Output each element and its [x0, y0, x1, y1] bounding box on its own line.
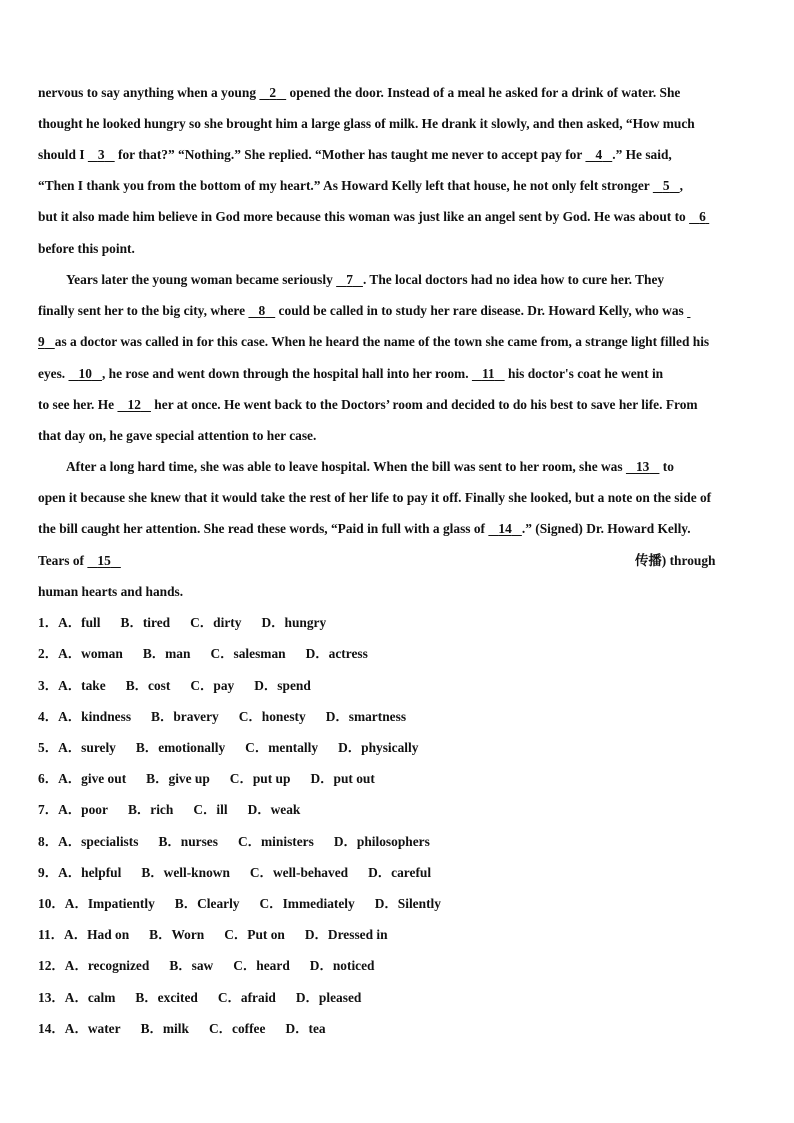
text-segment: opened the door. Instead of a meal he asked for a drink of water. She — [286, 85, 681, 100]
question-number: 5． — [38, 740, 59, 755]
option-d[interactable]: D．noticed — [309, 958, 375, 973]
blank-5: 5 — [662, 178, 670, 193]
passage-line — [38, 489, 711, 507]
option-a[interactable]: A．water — [64, 1021, 121, 1036]
question-number: 12． — [38, 958, 65, 973]
blank-10: 10 — [78, 366, 92, 381]
text-segment: the bill caught her attention. She read these words, “Paid in full with a glass of — [38, 521, 489, 536]
option-b[interactable]: B．man — [142, 646, 191, 661]
option-d[interactable]: D．weak — [247, 802, 301, 817]
option-c[interactable]: C．mentally — [245, 740, 319, 755]
text-segment: Years later the young woman became seriously — [66, 272, 337, 287]
text-segment: his doctor's coat he went in — [504, 366, 664, 381]
blank-13: 13 — [635, 459, 650, 474]
question-3 — [38, 677, 311, 695]
text-segment: but it also made him believe in God more because this woman was just like an angel sent by God. He was about to — [38, 209, 690, 224]
option-b[interactable]: B．saw — [169, 958, 214, 973]
option-b[interactable]: B．Worn — [149, 927, 205, 942]
option-a[interactable]: A．Impatiently — [64, 896, 155, 911]
text-segment: , — [679, 178, 683, 193]
passage-line — [38, 240, 135, 258]
option-c[interactable]: C．Put on — [224, 927, 285, 942]
option-c[interactable]: C．salesman — [210, 646, 286, 661]
passage-line — [38, 427, 316, 445]
question-1 — [38, 614, 326, 632]
question-10 — [38, 895, 441, 913]
question-11 — [38, 926, 388, 944]
blank-14: 14 — [498, 521, 512, 536]
option-b[interactable]: B．cost — [125, 678, 171, 693]
question-number: 3． — [38, 678, 59, 693]
text-segment: that day on, he gave special attention to her case. — [38, 428, 317, 443]
text-segment: .” He said, — [612, 147, 672, 162]
option-c[interactable]: C．pay — [190, 678, 235, 693]
question-number: 4． — [38, 709, 59, 724]
option-b[interactable]: B．bravery — [151, 709, 219, 724]
option-a[interactable]: A．full — [58, 615, 101, 630]
option-c[interactable]: C．well-behaved — [249, 865, 349, 880]
option-b[interactable]: B．rich — [127, 802, 174, 817]
text-segment: before this point. — [38, 241, 135, 256]
text-segment: to see her. He — [38, 397, 118, 412]
option-b[interactable]: B．well-known — [141, 865, 230, 880]
option-a[interactable]: A．woman — [58, 646, 123, 661]
text-segment: to — [659, 459, 674, 474]
option-d[interactable]: D．put out — [310, 771, 375, 786]
passage-line — [38, 146, 672, 164]
option-a[interactable]: A．kindness — [58, 709, 132, 724]
option-d[interactable]: D．physically — [338, 740, 419, 755]
text-segment: . The local doctors had no idea how to cure her. They — [362, 272, 665, 287]
text-segment: eyes. — [38, 366, 69, 381]
question-6 — [38, 770, 375, 788]
question-number: 9． — [38, 865, 59, 880]
passage-line — [38, 396, 698, 414]
option-b[interactable]: B．milk — [140, 1021, 189, 1036]
passage-line — [66, 271, 664, 289]
question-14 — [38, 1020, 326, 1038]
passage-line-continuation: 传播) through — [635, 553, 716, 568]
text-segment: Tears of — [38, 553, 88, 568]
text-segment: should I — [38, 147, 88, 162]
option-b[interactable]: B．nurses — [158, 834, 218, 849]
blank-12: 12 — [127, 397, 141, 412]
question-number: 10． — [38, 896, 65, 911]
question-4 — [38, 708, 406, 726]
blank-11: 11 — [481, 366, 495, 381]
text-segment: “Then I thank you from the bottom of my heart.” As Howard Kelly left that house, he not only felt stronger — [38, 178, 653, 193]
option-c[interactable]: C．afraid — [217, 990, 276, 1005]
option-a[interactable]: A．specialists — [58, 834, 139, 849]
text-segment: , he rose and went down through the hospital hall into her room. — [101, 366, 472, 381]
option-a[interactable]: A．calm — [64, 990, 116, 1005]
text-segment: as a doctor was called in for this case. When he heard the name of the town she came from, a strange light filled his — [54, 334, 710, 349]
text-segment: finally sent her to the big city, where — [38, 303, 249, 318]
option-d[interactable]: D．actress — [305, 646, 368, 661]
question-number: 7． — [38, 802, 59, 817]
passage-line — [38, 115, 695, 133]
question-number: 8． — [38, 834, 59, 849]
question-number: 14． — [38, 1021, 65, 1036]
blank-9-start — [687, 302, 690, 320]
option-c[interactable]: C．heard — [233, 958, 290, 973]
question-number: 1． — [38, 615, 59, 630]
option-c[interactable]: C．ministers — [237, 834, 314, 849]
blank-3: 3 — [97, 147, 105, 162]
option-a[interactable]: A．helpful — [58, 865, 122, 880]
question-2 — [38, 645, 368, 663]
question-number: 2． — [38, 646, 59, 661]
option-d[interactable]: D．careful — [368, 865, 432, 880]
passage-line: human hearts and hands. — [38, 584, 184, 599]
option-d[interactable]: D．spend — [254, 678, 311, 693]
passage-line — [38, 333, 709, 351]
option-c[interactable]: C．Immediately — [259, 896, 355, 911]
text-segment: .” (Signed) Dr. Howard Kelly. — [521, 521, 691, 536]
blank-15: 15 — [97, 553, 111, 568]
option-a[interactable]: A．give out — [58, 771, 127, 786]
text-segment: open it because she knew that it would take the rest of her life to pay it off. Finally she looked, but a note on the side of — [38, 490, 712, 505]
question-7 — [38, 801, 300, 819]
passage-line — [38, 84, 680, 102]
question-12 — [38, 957, 375, 975]
blank-7: 7 — [346, 272, 353, 287]
option-c[interactable]: C．coffee — [208, 1021, 266, 1036]
option-d[interactable]: D．tea — [285, 1021, 326, 1036]
option-b[interactable]: B．excited — [135, 990, 198, 1005]
option-b[interactable]: B．Clearly — [174, 896, 240, 911]
option-a[interactable]: A．surely — [58, 740, 116, 755]
option-c[interactable]: C．put up — [229, 771, 291, 786]
option-a[interactable]: A．Had on — [64, 927, 130, 942]
passage-line — [38, 177, 683, 195]
option-a[interactable]: A．recognized — [64, 958, 150, 973]
text-segment: could be called in to study her rare disease. Dr. Howard Kelly, who was — [275, 303, 688, 318]
option-b[interactable]: B．emotionally — [135, 740, 226, 755]
option-c[interactable]: C．ill — [193, 802, 228, 817]
passage-line — [66, 458, 674, 476]
passage-line — [38, 302, 690, 320]
passage-line — [38, 552, 121, 570]
option-d[interactable]: D．Silently — [374, 896, 441, 911]
passage-line — [38, 520, 691, 538]
question-number: 13． — [38, 990, 65, 1005]
question-number: 11． — [38, 927, 65, 942]
option-c[interactable]: C．dirty — [190, 615, 242, 630]
blank-6: 6 — [699, 209, 706, 224]
text-segment: After a long hard time, she was able to leave hospital. When the bill was sent to her room, she was — [66, 459, 626, 474]
option-b[interactable]: B．tired — [120, 615, 171, 630]
text-segment: nervous to say anything when a young — [38, 85, 260, 100]
option-d[interactable]: D．pleased — [295, 990, 362, 1005]
option-b[interactable]: B．give up — [146, 771, 210, 786]
option-d[interactable]: D．hungry — [261, 615, 327, 630]
blank-4: 4 — [595, 147, 603, 162]
option-d[interactable]: D．Dressed in — [304, 927, 388, 942]
blank-8: 8 — [258, 303, 266, 318]
question-9 — [38, 864, 431, 882]
question-number: 6． — [38, 771, 59, 786]
question-13 — [38, 989, 361, 1007]
text-segment: for that?” “Nothing.” She replied. “Mother has taught me never to accept pay for — [114, 147, 586, 162]
option-c[interactable]: C．honesty — [238, 709, 306, 724]
text-segment: her at once. He went back to the Doctors’ room and decided to do his best to save her life. From — [150, 397, 698, 412]
blank-9: 9 — [38, 334, 45, 349]
passage-line — [38, 208, 709, 226]
question-8 — [38, 833, 430, 851]
blank-2: 2 — [269, 85, 277, 100]
text-segment: thought he looked hungry so she brought him a large glass of milk. He drank it slowly, and then asked, “How much — [38, 116, 695, 131]
option-a[interactable]: A．take — [58, 678, 106, 693]
option-d[interactable]: D．philosophers — [333, 834, 430, 849]
passage-line — [38, 365, 663, 383]
option-d[interactable]: D．smartness — [325, 709, 407, 724]
question-5 — [38, 739, 418, 757]
option-a[interactable]: A．poor — [58, 802, 108, 817]
